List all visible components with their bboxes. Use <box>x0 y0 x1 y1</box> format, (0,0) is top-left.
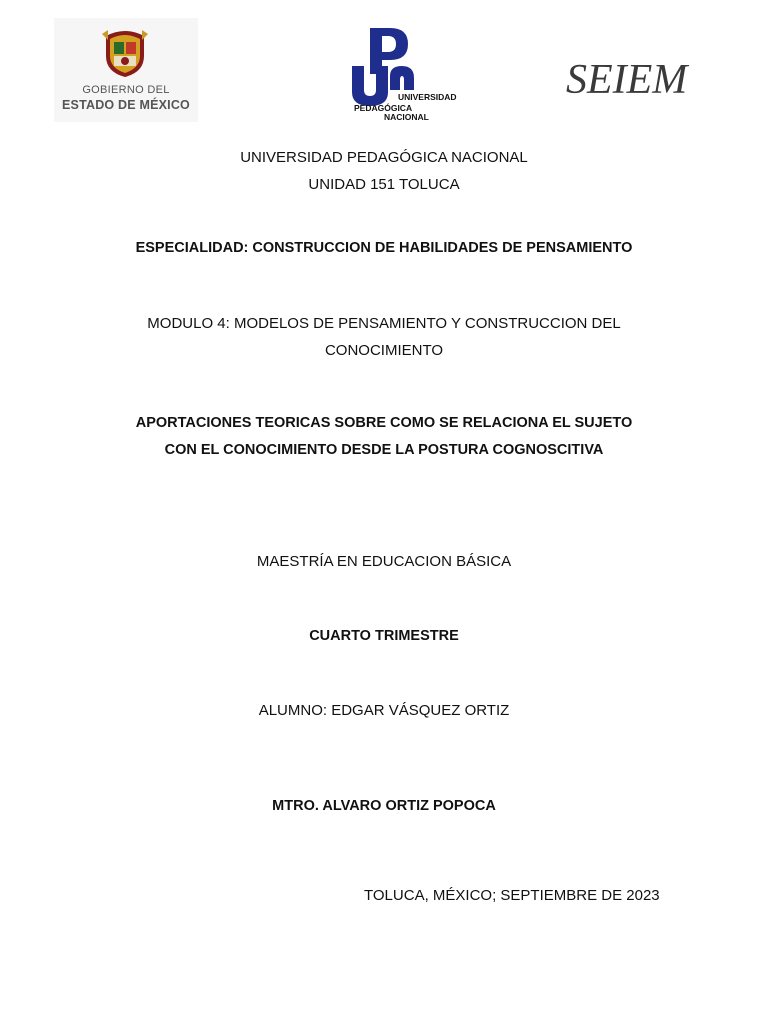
unit-name: UNIDAD 151 TOLUCA <box>308 176 460 193</box>
specialty-heading: ESPECIALIDAD: CONSTRUCCION DE HABILIDADES DE PENSAMIENTO <box>135 240 633 256</box>
seiem-logo: SEIEM <box>566 57 688 103</box>
place-and-date: TOLUCA, MÉXICO; SEPTIEMBRE DE 2023 <box>364 887 660 904</box>
upn-logo-line1: UNIVERSIDAD <box>398 92 457 102</box>
gobierno-logo-line1: GOBIERNO DEL <box>82 84 170 96</box>
document-title-line-1: APORTACIONES TEORICAS SOBRE COMO SE RELACIONA EL SUJETO <box>135 415 633 431</box>
upn-logo <box>350 26 457 124</box>
document-title-line-2: CON EL CONOCIMIENTO DESDE LA POSTURA COGNOSCITIVA <box>164 442 604 458</box>
gobierno-logo-line2: ESTADO DE MÉXICO <box>62 98 190 112</box>
term-label: CUARTO TRIMESTRE <box>309 628 459 644</box>
upn-logo-line2: PEDAGÓGICA <box>354 103 413 113</box>
student-name: ALUMNO: EDGAR VÁSQUEZ ORTIZ <box>258 702 510 719</box>
module-line-2: CONOCIMIENTO <box>324 342 444 359</box>
gobierno-estado-mexico-logo <box>54 18 198 122</box>
module-line-1: MODULO 4: MODELOS DE PENSAMIENTO Y CONSTRUCCION DEL <box>147 315 621 332</box>
program-name: MAESTRÍA EN EDUCACION BÁSICA <box>256 553 512 570</box>
coat-of-arms-icon <box>100 26 150 78</box>
university-name: UNIVERSIDAD PEDAGÓGICA NACIONAL <box>240 149 528 166</box>
teacher-name: MTRO. ALVARO ORTIZ POPOCA <box>272 798 496 814</box>
upn-logo-line3: NACIONAL <box>384 112 429 122</box>
